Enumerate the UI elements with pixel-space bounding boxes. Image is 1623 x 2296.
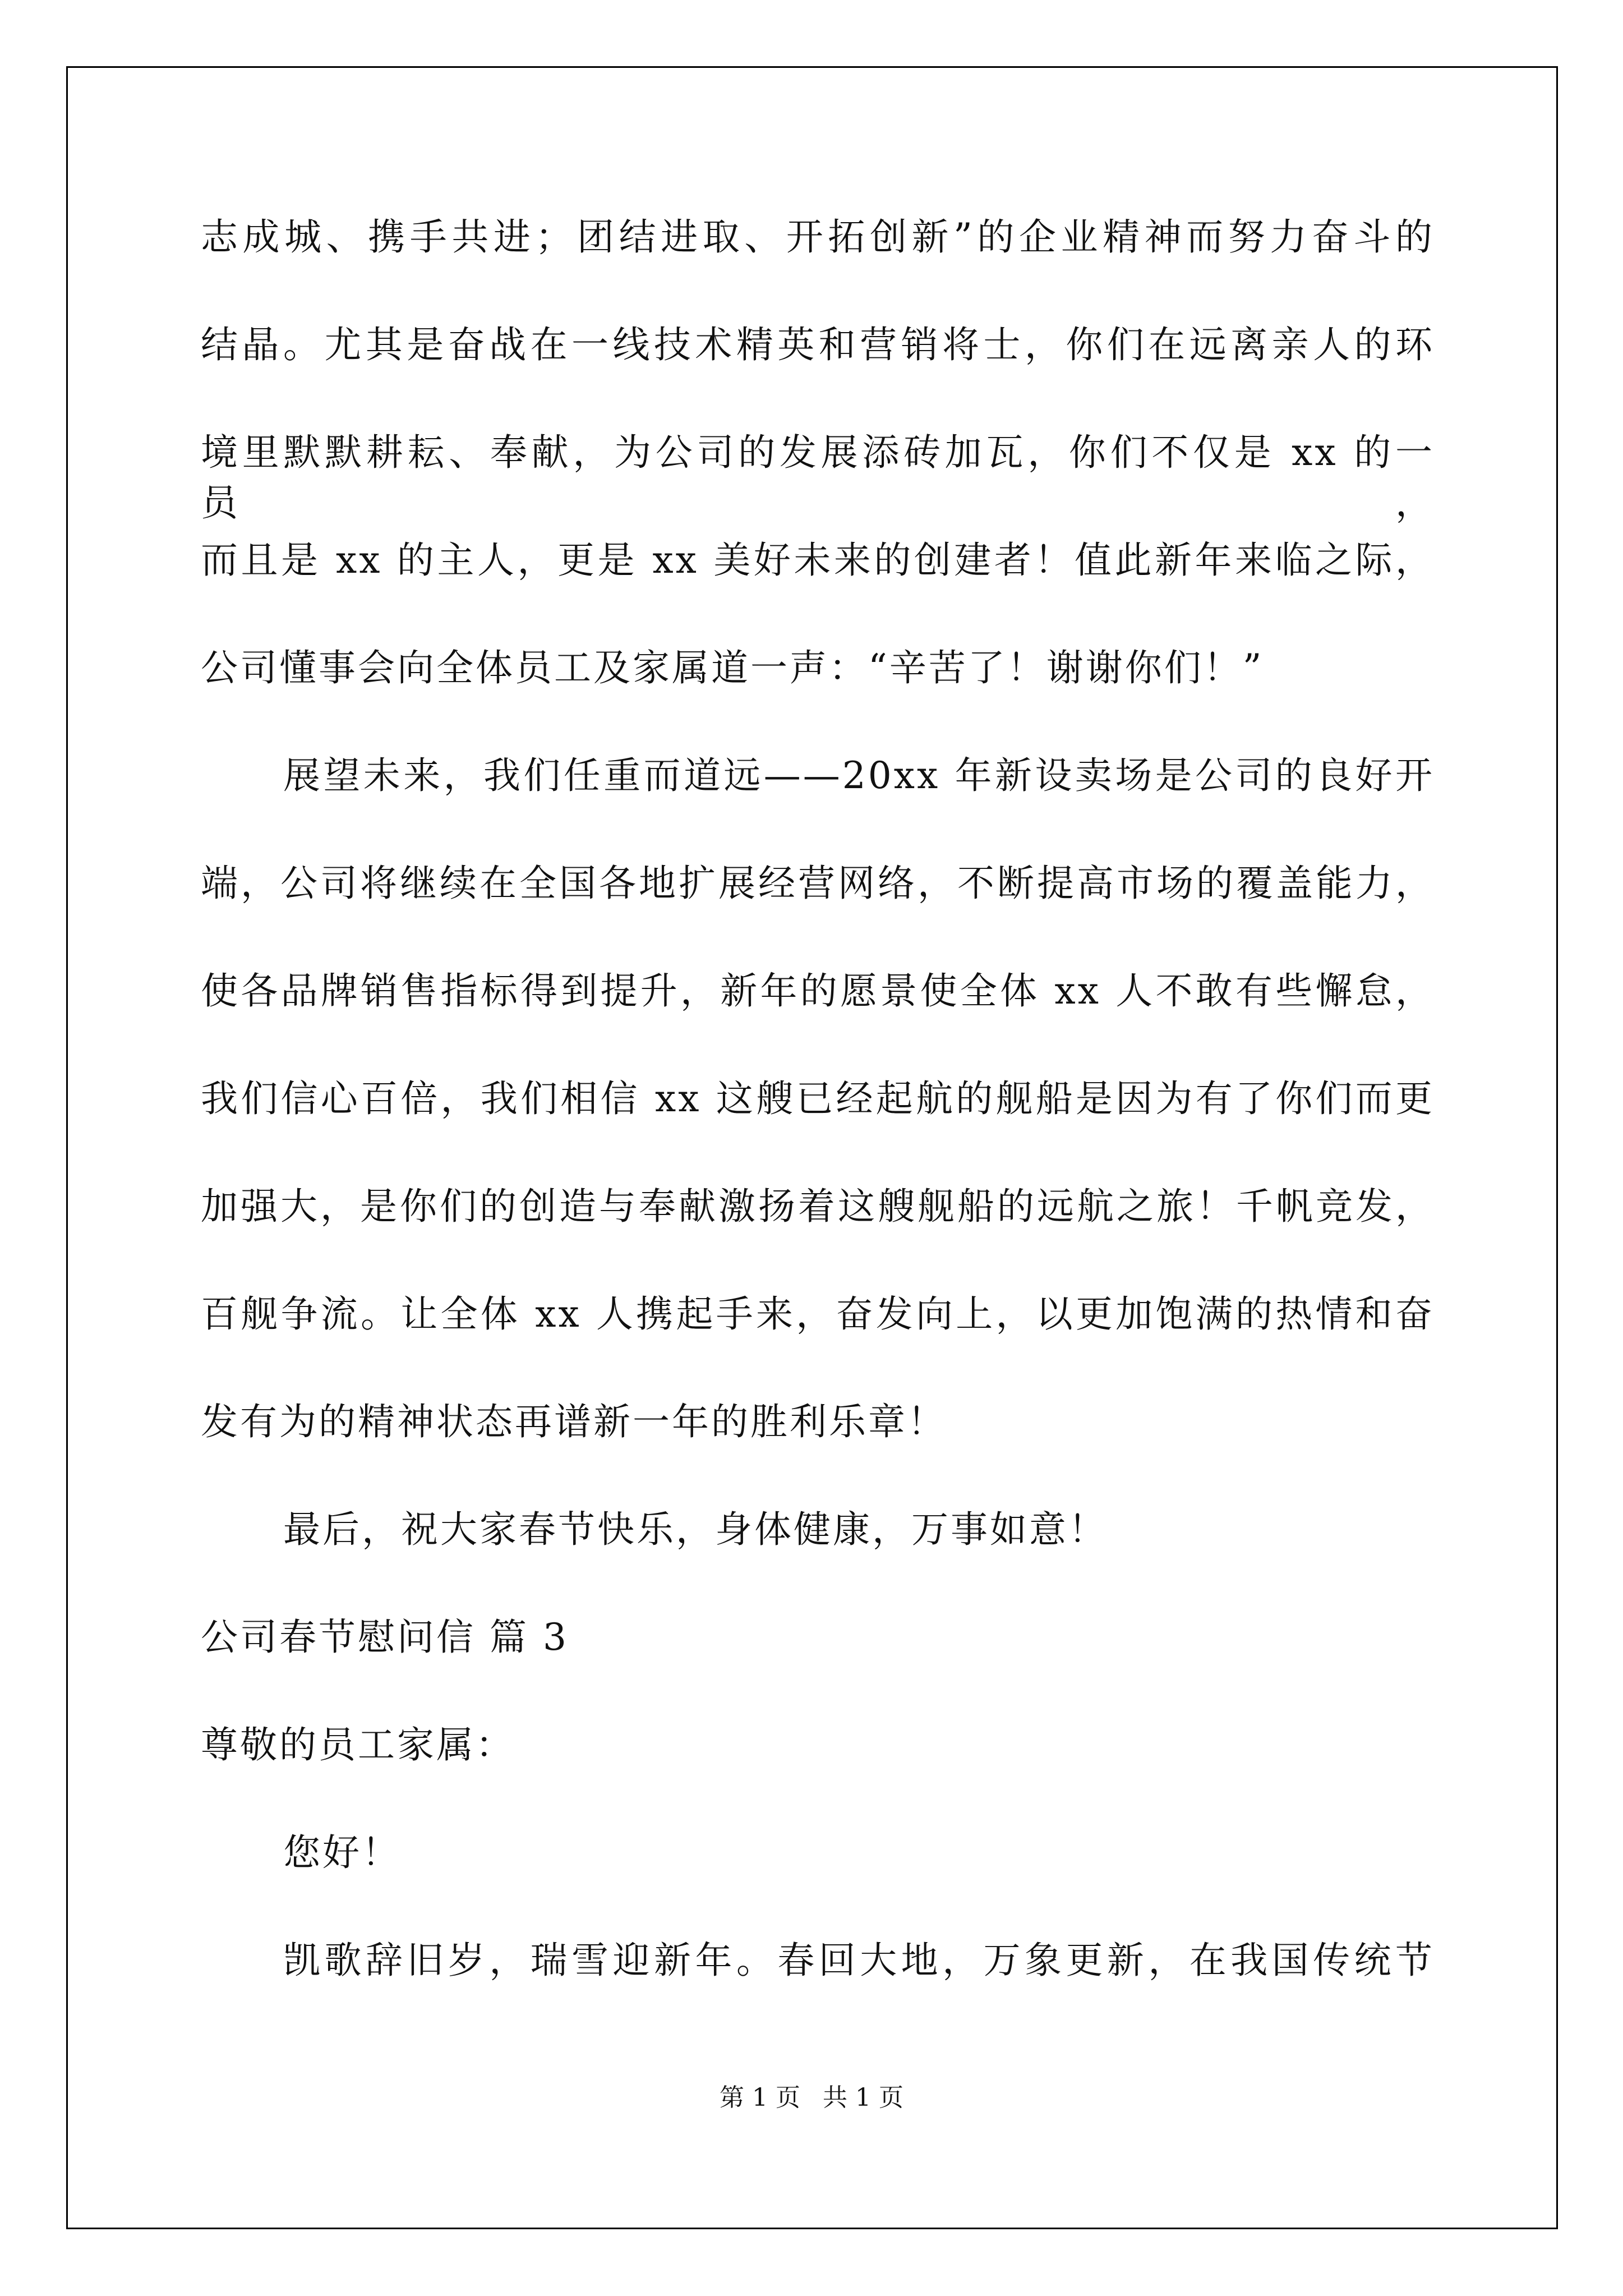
text-line: 加强大，是你们的创造与奉献激扬着这艘舰船的远航之旅！千帆竞发， xyxy=(201,1185,1435,1228)
paragraph-first-line: 凯歌辞旧岁，瑞雪迎新年。春回大地，万象更新，在我国传统节 xyxy=(283,1939,1435,1982)
page-border xyxy=(66,66,1558,2229)
text-line: 公司懂事会向全体员工及家属道一声：“辛苦了！谢谢你们！” xyxy=(201,646,1264,689)
greeting: 您好！ xyxy=(283,1831,401,1874)
text-line: 境里默默耕耘、奉献，为公司的发展添砖加瓦，你们不仅是 xx 的一员， xyxy=(201,431,1435,524)
text-line: 端，公司将继续在全国各地扩展经营网络，不断提高市场的覆盖能力， xyxy=(201,862,1435,905)
page-number: 第 1 页 xyxy=(720,2083,800,2112)
text-line: 我们信心百倍，我们相信 xx 这艘已经起航的舰船是因为有了你们而更 xyxy=(201,1077,1435,1120)
text-line: 使各品牌销售指标得到提升，新年的愿景使全体 xx 人不敢有些懈怠， xyxy=(201,969,1435,1013)
text-line: 百舰争流。让全体 xx 人携起手来，奋发向上，以更加饱满的热情和奋 xyxy=(201,1292,1435,1336)
text-line: 而且是 xx 的主人，更是 xx 美好未来的创建者！值此新年来临之际， xyxy=(201,539,1435,582)
paragraph-first-line: 展望未来，我们任重而道远——20xx 年新设卖场是公司的良好开 xyxy=(283,754,1435,797)
salutation: 尊敬的员工家属： xyxy=(201,1723,515,1766)
text-line: 发有为的精神状态再谱新一年的胜利乐章！ xyxy=(201,1400,947,1443)
total-pages: 共 1 页 xyxy=(823,2083,903,2112)
closing-wishes: 最后，祝大家春节快乐，身体健康，万事如意！ xyxy=(283,1508,1108,1551)
text-line: 志成城、携手共进；团结进取、开拓创新”的企业精神而努力奋斗的 xyxy=(201,215,1435,259)
text-line: 结晶。尤其是奋战在一线技术精英和营销将士，你们在远离亲人的环 xyxy=(201,323,1435,366)
section-heading: 公司春节慰问信 篇 3 xyxy=(201,1616,569,1659)
page-footer xyxy=(0,2081,1623,2115)
